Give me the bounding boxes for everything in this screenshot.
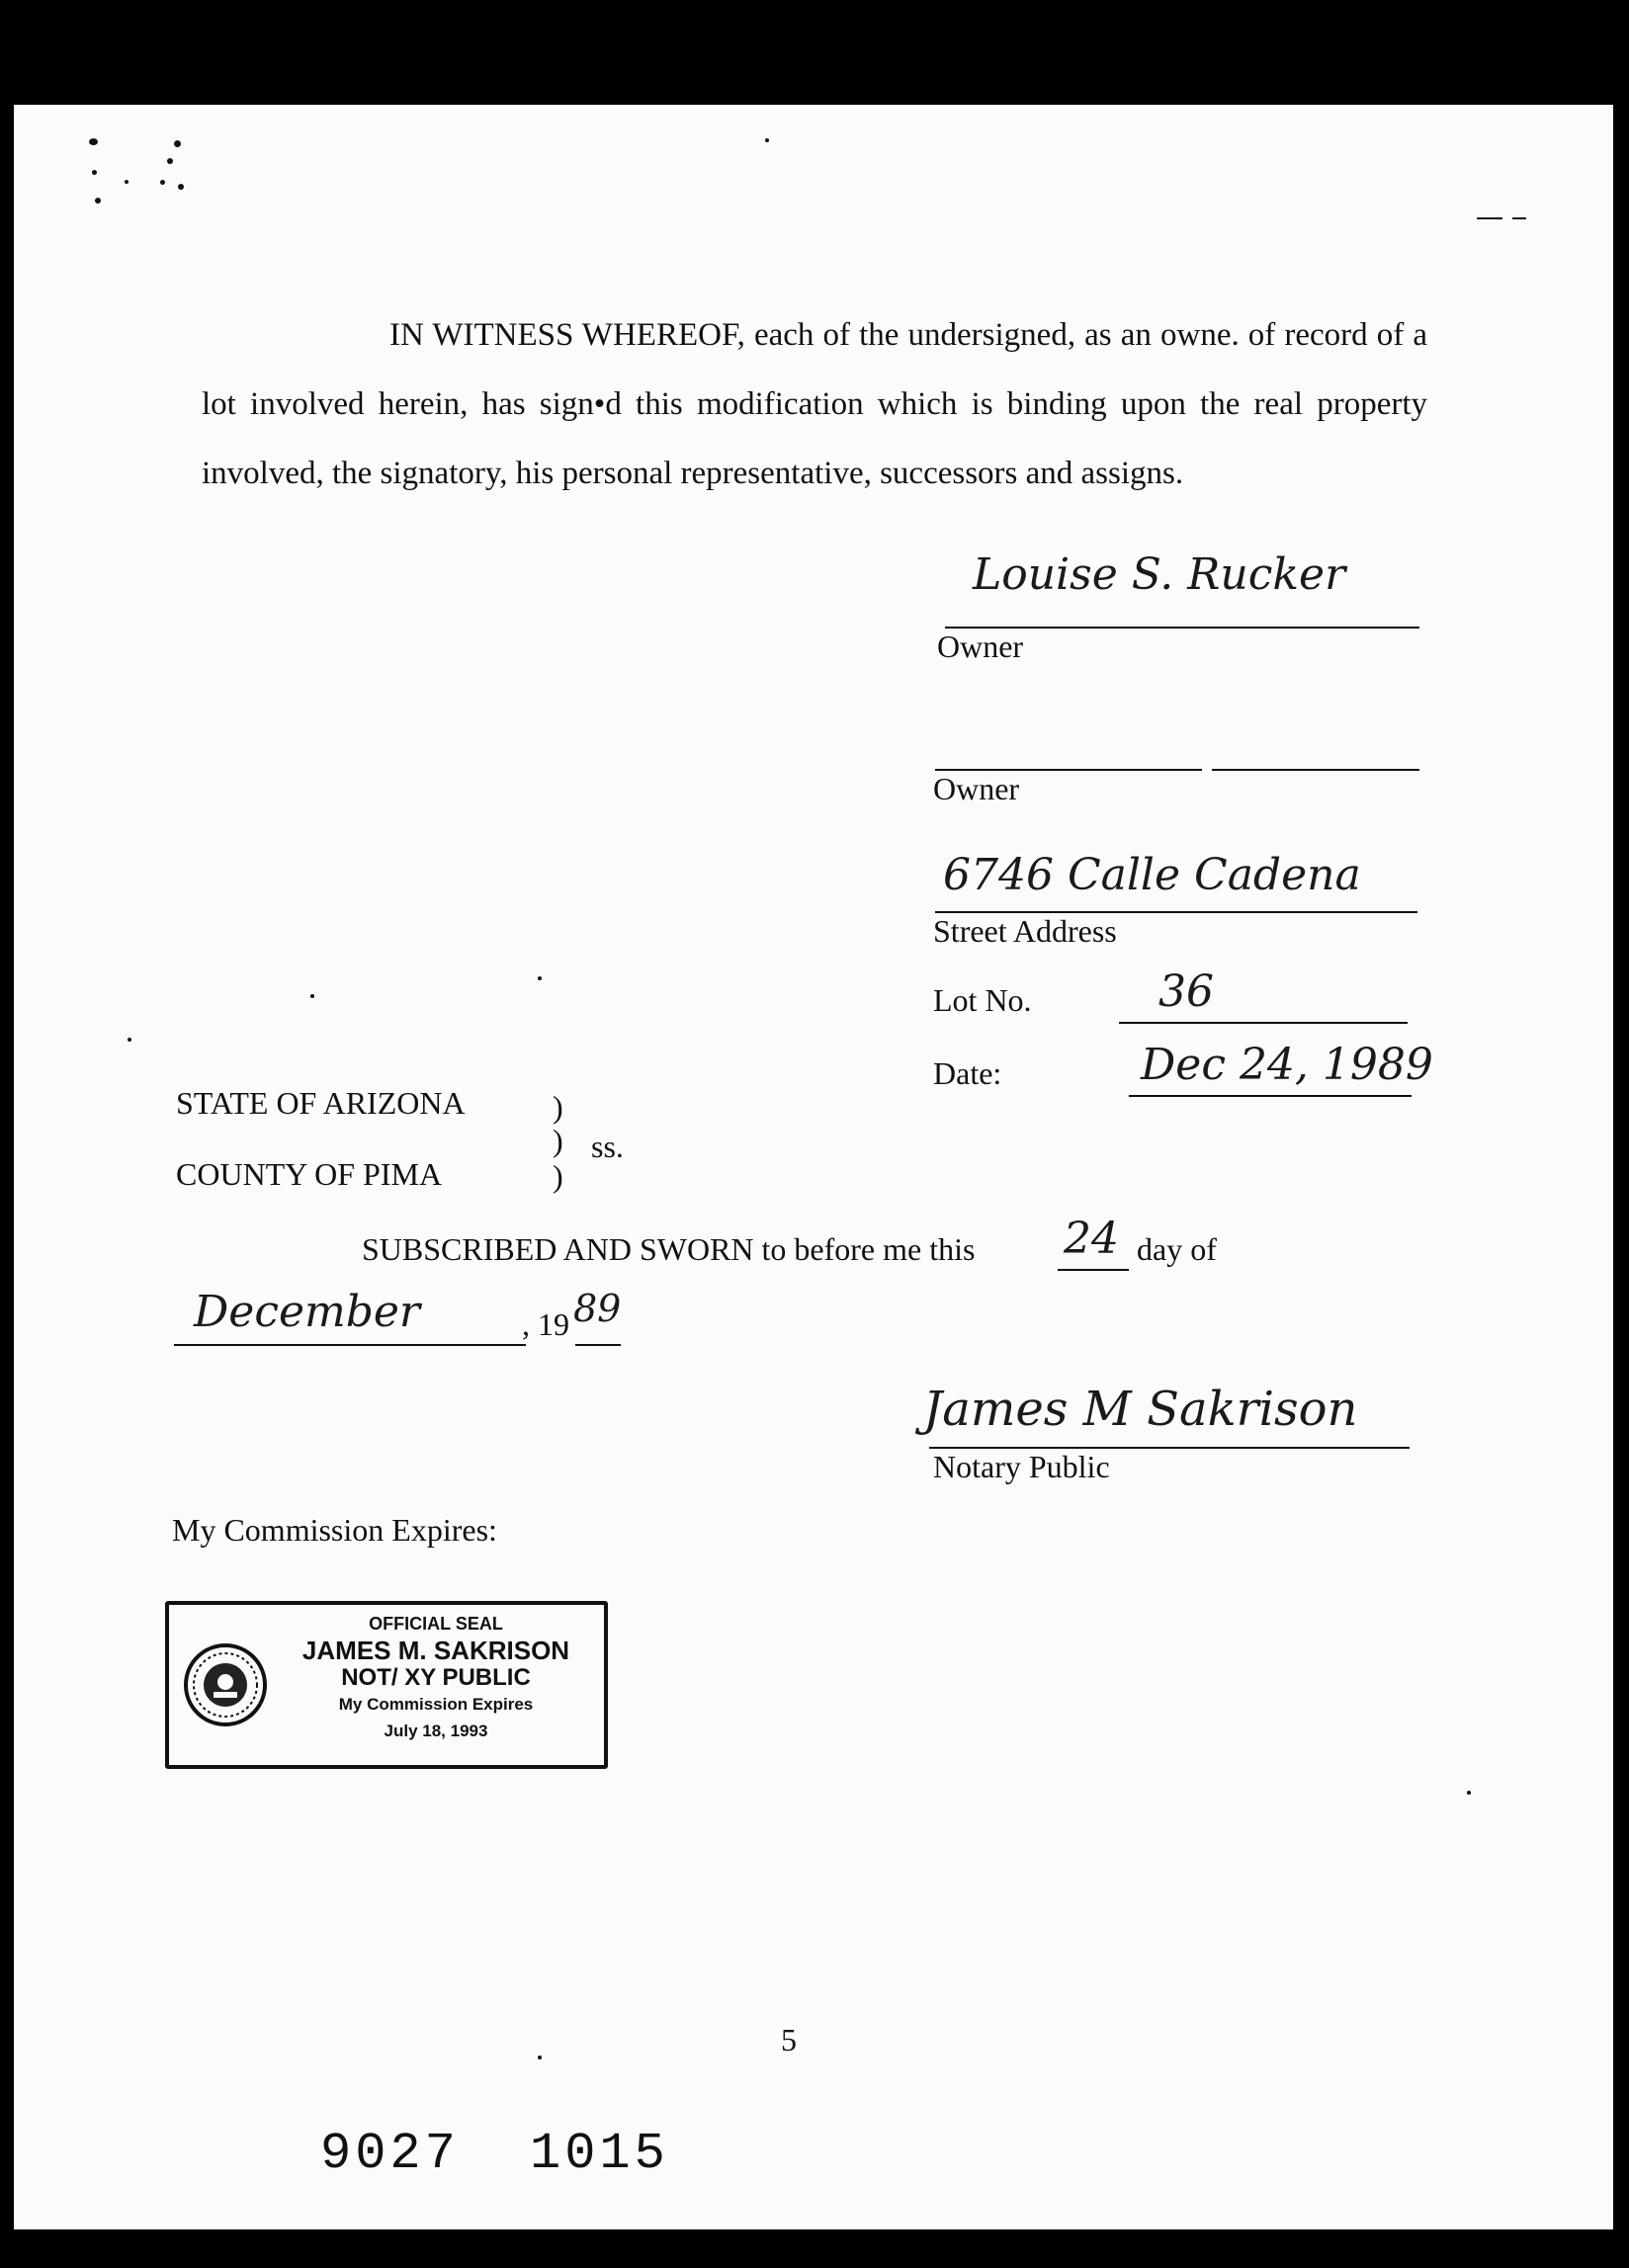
notary-label: Notary Public (933, 1449, 1110, 1484)
seal-expiry-label: My Commission Expires (338, 1695, 534, 1714)
notary-signature: James M Sakrison (923, 1382, 1358, 1437)
document-number-left: 9027 (320, 2125, 460, 2183)
seal-text (278, 1611, 594, 1744)
jurat-text: SUBSCRIBED AND SWORN to before me this (362, 1231, 976, 1267)
date-value: Dec 24, 1989 (1141, 1040, 1433, 1090)
document-page (14, 105, 1613, 2229)
owner-label: Owner (937, 629, 1024, 664)
lot-number-value: 36 (1158, 966, 1214, 1017)
owner-signature: Louise S. Rucker (973, 549, 1346, 600)
state-label: STATE OF ARIZONA (176, 1085, 466, 1121)
date-label: Date: (933, 1055, 1002, 1091)
jurat-year-suffix: 89 (573, 1287, 622, 1330)
street-address-label: Street Address (933, 913, 1117, 949)
lot-number-line (1119, 1022, 1408, 1024)
jurat-year-prefix: , 19 (522, 1306, 569, 1342)
venue-paren-3: ) (553, 1158, 563, 1194)
seal-emblem-icon (183, 1642, 268, 1727)
lot-number-label: Lot No. (933, 982, 1032, 1018)
seal-expiry-date: July 18, 1993 (384, 1722, 488, 1740)
seal-role: NOT/ XY PUBLIC (341, 1664, 531, 1691)
venue-paren-1: ) (553, 1089, 563, 1125)
page-number: 5 (781, 2022, 797, 2058)
street-address-value: 6746 Calle Cadena (943, 850, 1361, 900)
jurat-month: December (194, 1287, 420, 1337)
commission-label: My Commission Expires: (172, 1512, 497, 1548)
witness-paragraph (202, 300, 1427, 508)
jurat-year-line (575, 1344, 621, 1346)
ss-label: ss. (591, 1129, 624, 1164)
seal-title: OFFICIAL SEAL (369, 1614, 503, 1634)
jurat-day-line (1058, 1269, 1129, 1271)
seal-name: JAMES M. SAKRISON (301, 1636, 570, 1665)
owner2-label: Owner (933, 771, 1020, 806)
venue-paren-2: ) (553, 1123, 563, 1158)
notary-seal-stamp (165, 1601, 608, 1769)
witness-paragraph-text: IN WITNESS WHEREOF, each of the undersigned, as an owne. of record of a lot involved herein, has sign•d this modification which is binding upon the real property involved, the signatory, his personal representative, successors and assigns. (202, 317, 1427, 491)
jurat-month-line (174, 1344, 526, 1346)
jurat-day: 24 (1064, 1214, 1119, 1264)
document-number-right: 1015 (530, 2125, 669, 2183)
county-label: COUNTY OF PIMA (176, 1156, 443, 1192)
date-line (1129, 1095, 1412, 1097)
owner2-signature-line-b (1212, 769, 1419, 771)
jurat-day-of: day of (1137, 1231, 1217, 1267)
